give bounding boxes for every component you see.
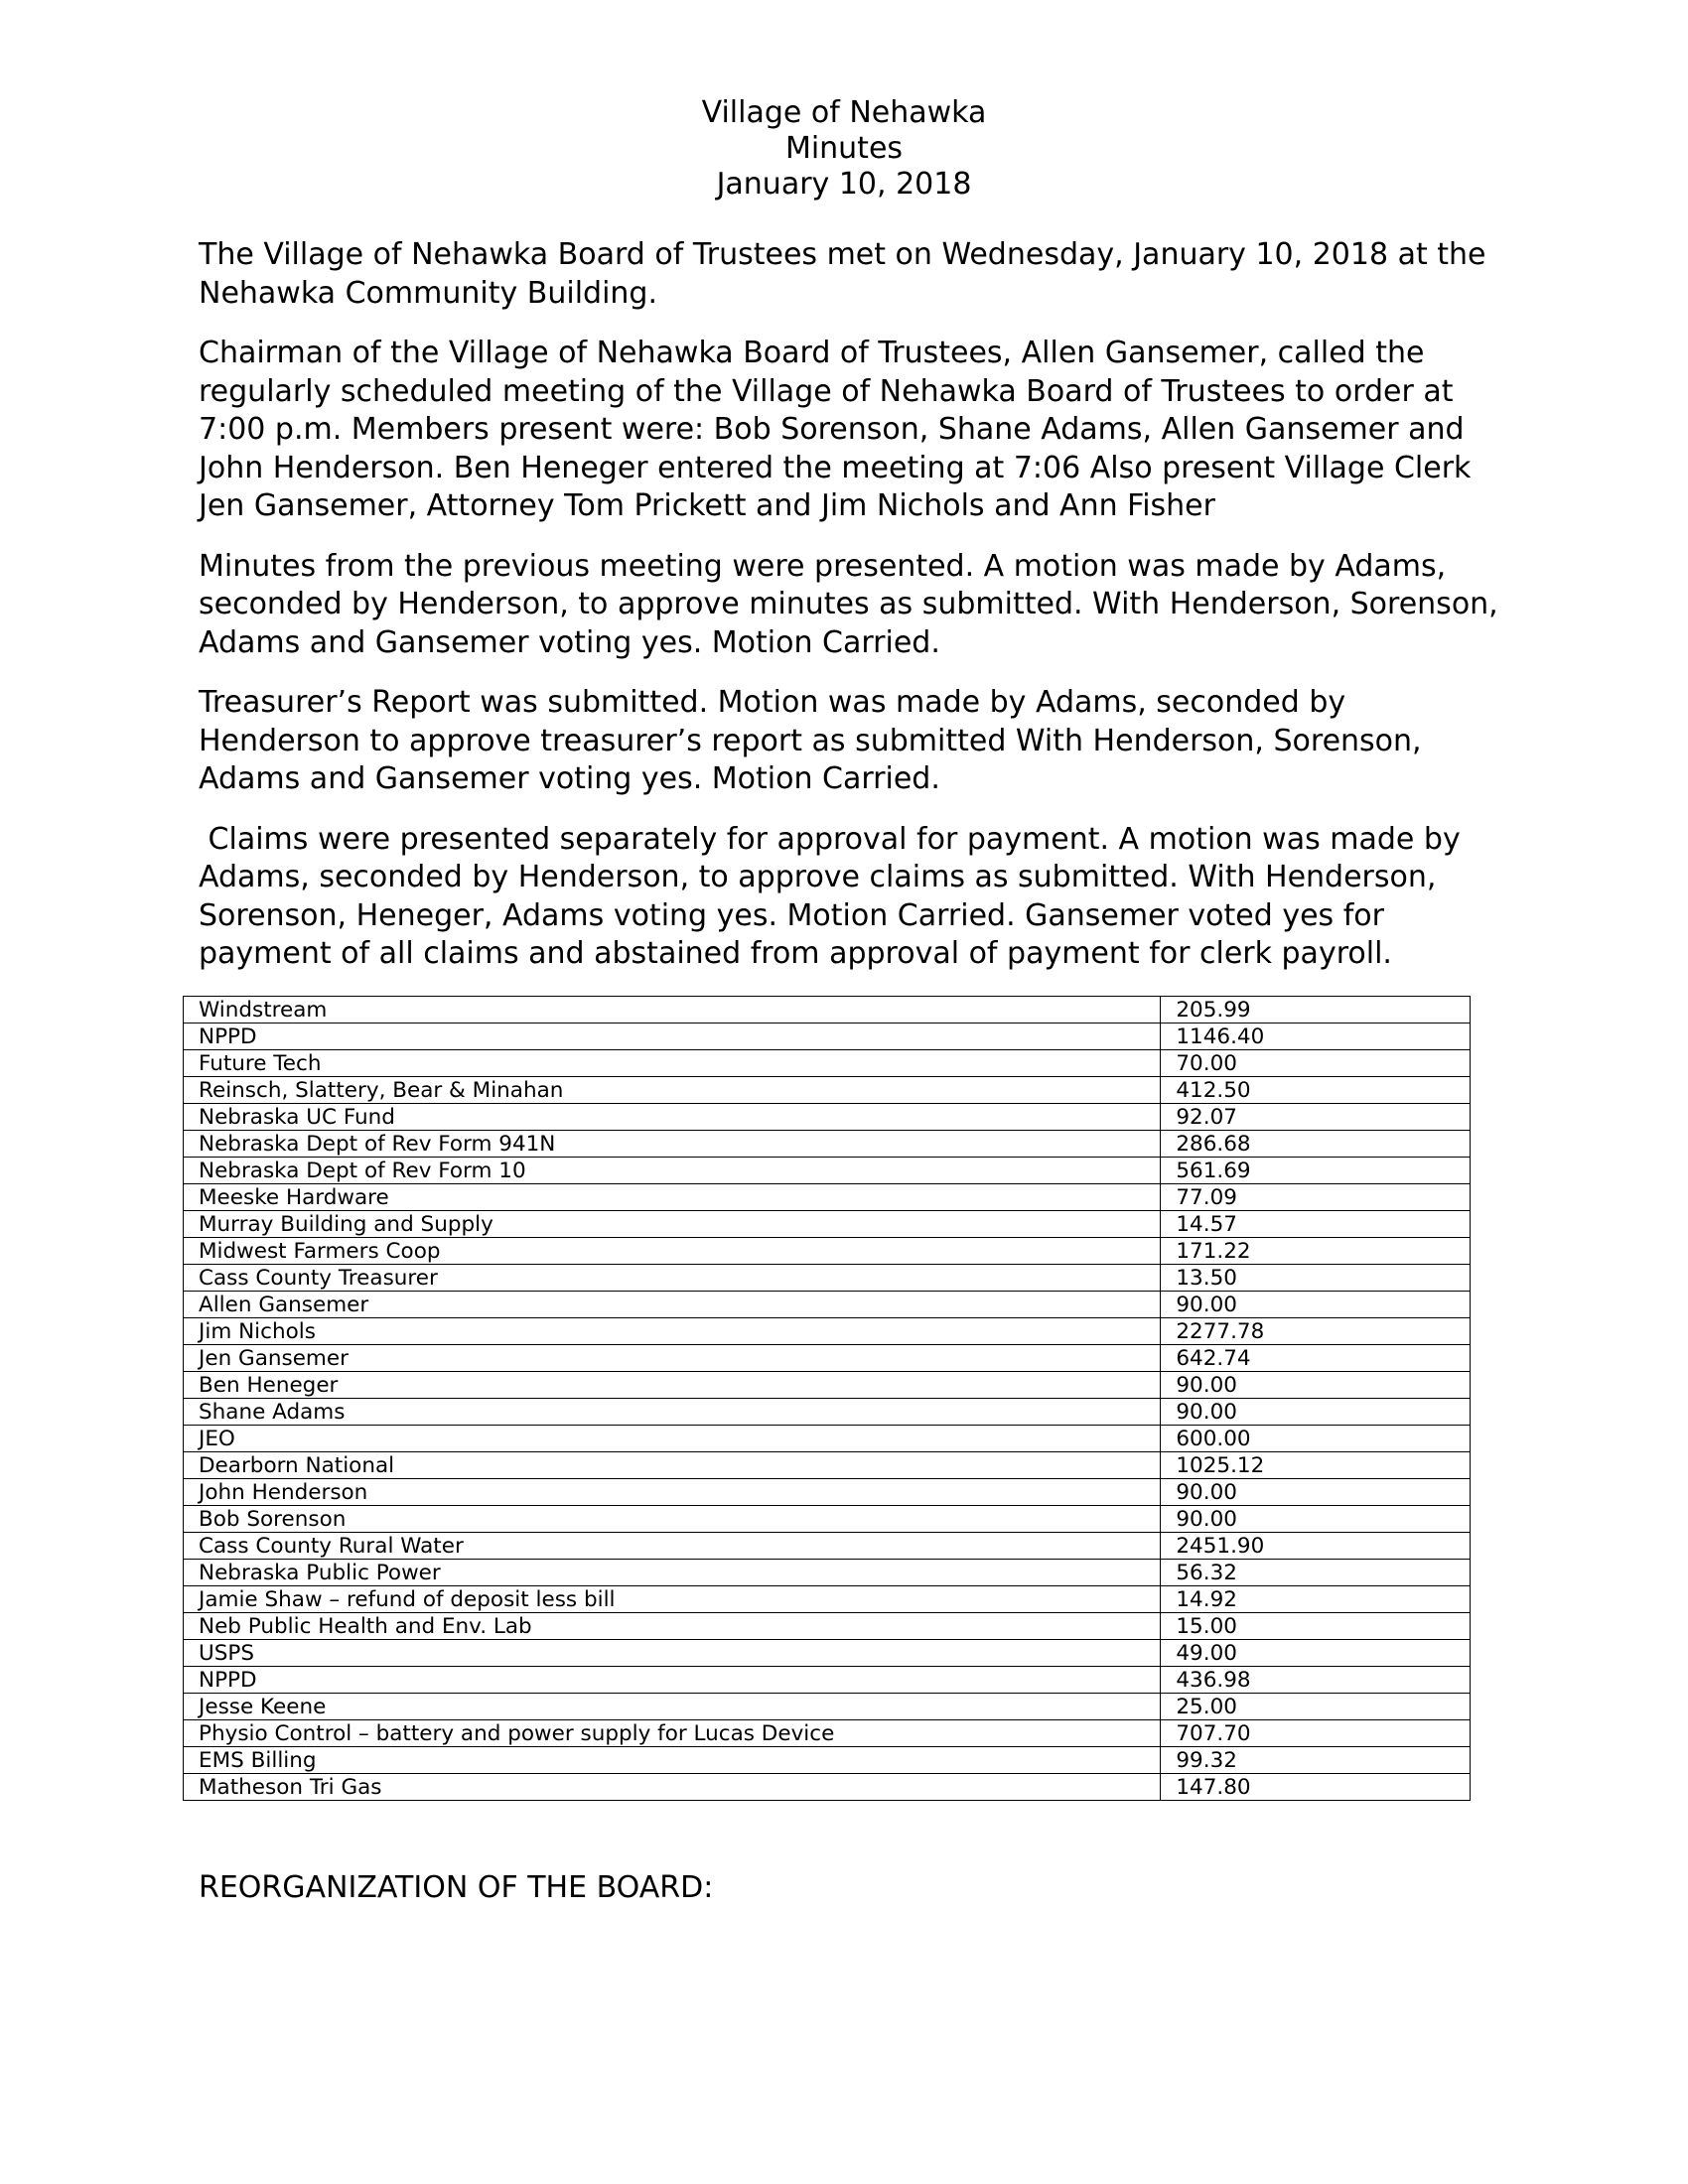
payee-cell: Ben Heneger: [184, 1372, 1161, 1399]
amount-cell: 13.50: [1161, 1265, 1471, 1292]
table-row: [184, 1506, 1471, 1533]
amount-cell: 1025.12: [1161, 1452, 1471, 1479]
payee-cell: Bob Sorenson: [184, 1506, 1161, 1533]
payee-cell: USPS: [184, 1640, 1161, 1667]
amount-cell: 1146.40: [1161, 1024, 1471, 1050]
amount-cell: 90.00: [1161, 1506, 1471, 1533]
table-row: [184, 1050, 1471, 1077]
payee-cell: Cass County Rural Water: [184, 1533, 1161, 1560]
section-heading-reorganization: REORGANIZATION OF THE BOARD:: [199, 1870, 714, 1905]
claims-table: [183, 996, 1471, 1801]
table-row: [184, 1077, 1471, 1104]
payee-cell: Windstream: [184, 997, 1161, 1024]
amount-cell: 561.69: [1161, 1158, 1471, 1184]
table-row: [184, 1104, 1471, 1131]
payee-cell: NPPD: [184, 1024, 1161, 1050]
payee-cell: Nebraska UC Fund: [184, 1104, 1161, 1131]
amount-cell: 14.92: [1161, 1586, 1471, 1613]
table-row: [184, 1131, 1471, 1158]
minutes-body: [199, 236, 1509, 996]
amount-cell: 90.00: [1161, 1479, 1471, 1506]
payee-cell: Nebraska Dept of Rev Form 941N: [184, 1131, 1161, 1158]
payee-cell: Midwest Farmers Coop: [184, 1238, 1161, 1265]
table-row: [184, 1372, 1471, 1399]
table-row: [184, 1184, 1471, 1211]
amount-cell: 49.00: [1161, 1640, 1471, 1667]
payee-cell: John Henderson: [184, 1479, 1161, 1506]
table-row: [184, 1667, 1471, 1694]
payee-cell: Future Tech: [184, 1050, 1161, 1077]
table-row: [184, 1318, 1471, 1345]
table-row: [184, 1399, 1471, 1426]
table-row: [184, 1479, 1471, 1506]
table-row: [184, 1613, 1471, 1640]
payee-cell: Cass County Treasurer: [184, 1265, 1161, 1292]
payee-cell: Meeske Hardware: [184, 1184, 1161, 1211]
table-row: [184, 1720, 1471, 1747]
meeting-date: January 10, 2018: [716, 167, 972, 202]
amount-cell: 56.32: [1161, 1560, 1471, 1586]
amount-cell: 14.57: [1161, 1211, 1471, 1238]
amount-cell: 15.00: [1161, 1613, 1471, 1640]
amount-cell: 412.50: [1161, 1077, 1471, 1104]
payee-cell: Neb Public Health and Env. Lab: [184, 1613, 1161, 1640]
amount-cell: 90.00: [1161, 1372, 1471, 1399]
payee-cell: NPPD: [184, 1667, 1161, 1694]
amount-cell: 2451.90: [1161, 1533, 1471, 1560]
payee-cell: Reinsch, Slattery, Bear & Minahan: [184, 1077, 1161, 1104]
amount-cell: 707.70: [1161, 1720, 1471, 1747]
payee-cell: Jim Nichols: [184, 1318, 1161, 1345]
payee-cell: Nebraska Dept of Rev Form 10: [184, 1158, 1161, 1184]
claims-table-body: [184, 997, 1471, 1801]
payee-cell: Jen Gansemer: [184, 1345, 1161, 1372]
amount-cell: 436.98: [1161, 1667, 1471, 1694]
call-to-order-paragraph: Chairman of the Village of Nehawka Board of Trustees, Allen Gansemer, called the regularly scheduled meeting of the Village of Nehawka Board of Trustees to order at 7:00 p.m. Members present were: Bob Sorenson, Shane Adams, Allen Gansemer and John Henderson. Ben Heneger entered the meeting at 7:06 Also present Village Clerk Jen Gansemer, Attorney Tom Prickett and Jim Nichols and Ann Fisher: [199, 336, 1472, 523]
table-row: [184, 1265, 1471, 1292]
table-row: [184, 1211, 1471, 1238]
table-row: [184, 1747, 1471, 1774]
table-row: [184, 1024, 1471, 1050]
table-row: [184, 1452, 1471, 1479]
payee-cell: Physio Control – battery and power supply for Lucas Device: [184, 1720, 1161, 1747]
table-row: [184, 1774, 1471, 1801]
table-row: [184, 1345, 1471, 1372]
previous-minutes-paragraph: Minutes from the previous meeting were presented. A motion was made by Adams, seconded by Henderson, to approve minutes as submitted. With Henderson, Sorenson, Adams and Gansemer voting yes. Motion Carried.: [199, 548, 1498, 660]
table-row: [184, 1586, 1471, 1613]
table-row: [184, 1238, 1471, 1265]
amount-cell: 90.00: [1161, 1292, 1471, 1318]
payee-cell: Allen Gansemer: [184, 1292, 1161, 1318]
treasurer-report-paragraph: Treasurer’s Report was submitted. Motion was made by Adams, seconded by Henderson to approve treasurer’s report as submitted With Henderson, Sorenson, Adams and Gansemer voting yes. Motion Carried.: [199, 685, 1422, 796]
claims-paragraph: Claims were presented separately for approval for payment. A motion was made by Adams, seconded by Henderson, to approve claims as submitted. With Henderson, Sorenson, Heneger, Adams voting yes. Motion Carried. Gansemer voted yes for payment of all claims and abstained from approval of payment for clerk payroll.: [199, 821, 1471, 971]
payee-cell: Jamie Shaw – refund of deposit less bill: [184, 1586, 1161, 1613]
amount-cell: 70.00: [1161, 1050, 1471, 1077]
payee-cell: Jesse Keene: [184, 1694, 1161, 1720]
table-row: [184, 1158, 1471, 1184]
payee-cell: Dearborn National: [184, 1452, 1161, 1479]
amount-cell: 77.09: [1161, 1184, 1471, 1211]
meeting-location-paragraph: The Village of Nehawka Board of Trustees met on Wednesday, January 10, 2018 at the Nehawka Community Building.: [199, 237, 1486, 311]
amount-cell: 600.00: [1161, 1426, 1471, 1452]
amount-cell: 286.68: [1161, 1131, 1471, 1158]
document-type: Minutes: [784, 131, 904, 166]
amount-cell: 2277.78: [1161, 1318, 1471, 1345]
table-row: [184, 1533, 1471, 1560]
amount-cell: 99.32: [1161, 1747, 1471, 1774]
amount-cell: 90.00: [1161, 1399, 1471, 1426]
table-row: [184, 1640, 1471, 1667]
amount-cell: 25.00: [1161, 1694, 1471, 1720]
amount-cell: 642.74: [1161, 1345, 1471, 1372]
amount-cell: 205.99: [1161, 997, 1471, 1024]
amount-cell: 147.80: [1161, 1774, 1471, 1801]
amount-cell: 92.07: [1161, 1104, 1471, 1131]
organization-title: Village of Nehawka: [701, 95, 987, 130]
payee-cell: Nebraska Public Power: [184, 1560, 1161, 1586]
table-row: [184, 1292, 1471, 1318]
payee-cell: Murray Building and Supply: [184, 1211, 1161, 1238]
document-header: [0, 95, 1688, 203]
payee-cell: Matheson Tri Gas: [184, 1774, 1161, 1801]
table-row: [184, 1426, 1471, 1452]
payee-cell: Shane Adams: [184, 1399, 1161, 1426]
payee-cell: JEO: [184, 1426, 1161, 1452]
payee-cell: EMS Billing: [184, 1747, 1161, 1774]
amount-cell: 171.22: [1161, 1238, 1471, 1265]
table-row: [184, 1694, 1471, 1720]
table-row: [184, 997, 1471, 1024]
table-row: [184, 1560, 1471, 1586]
